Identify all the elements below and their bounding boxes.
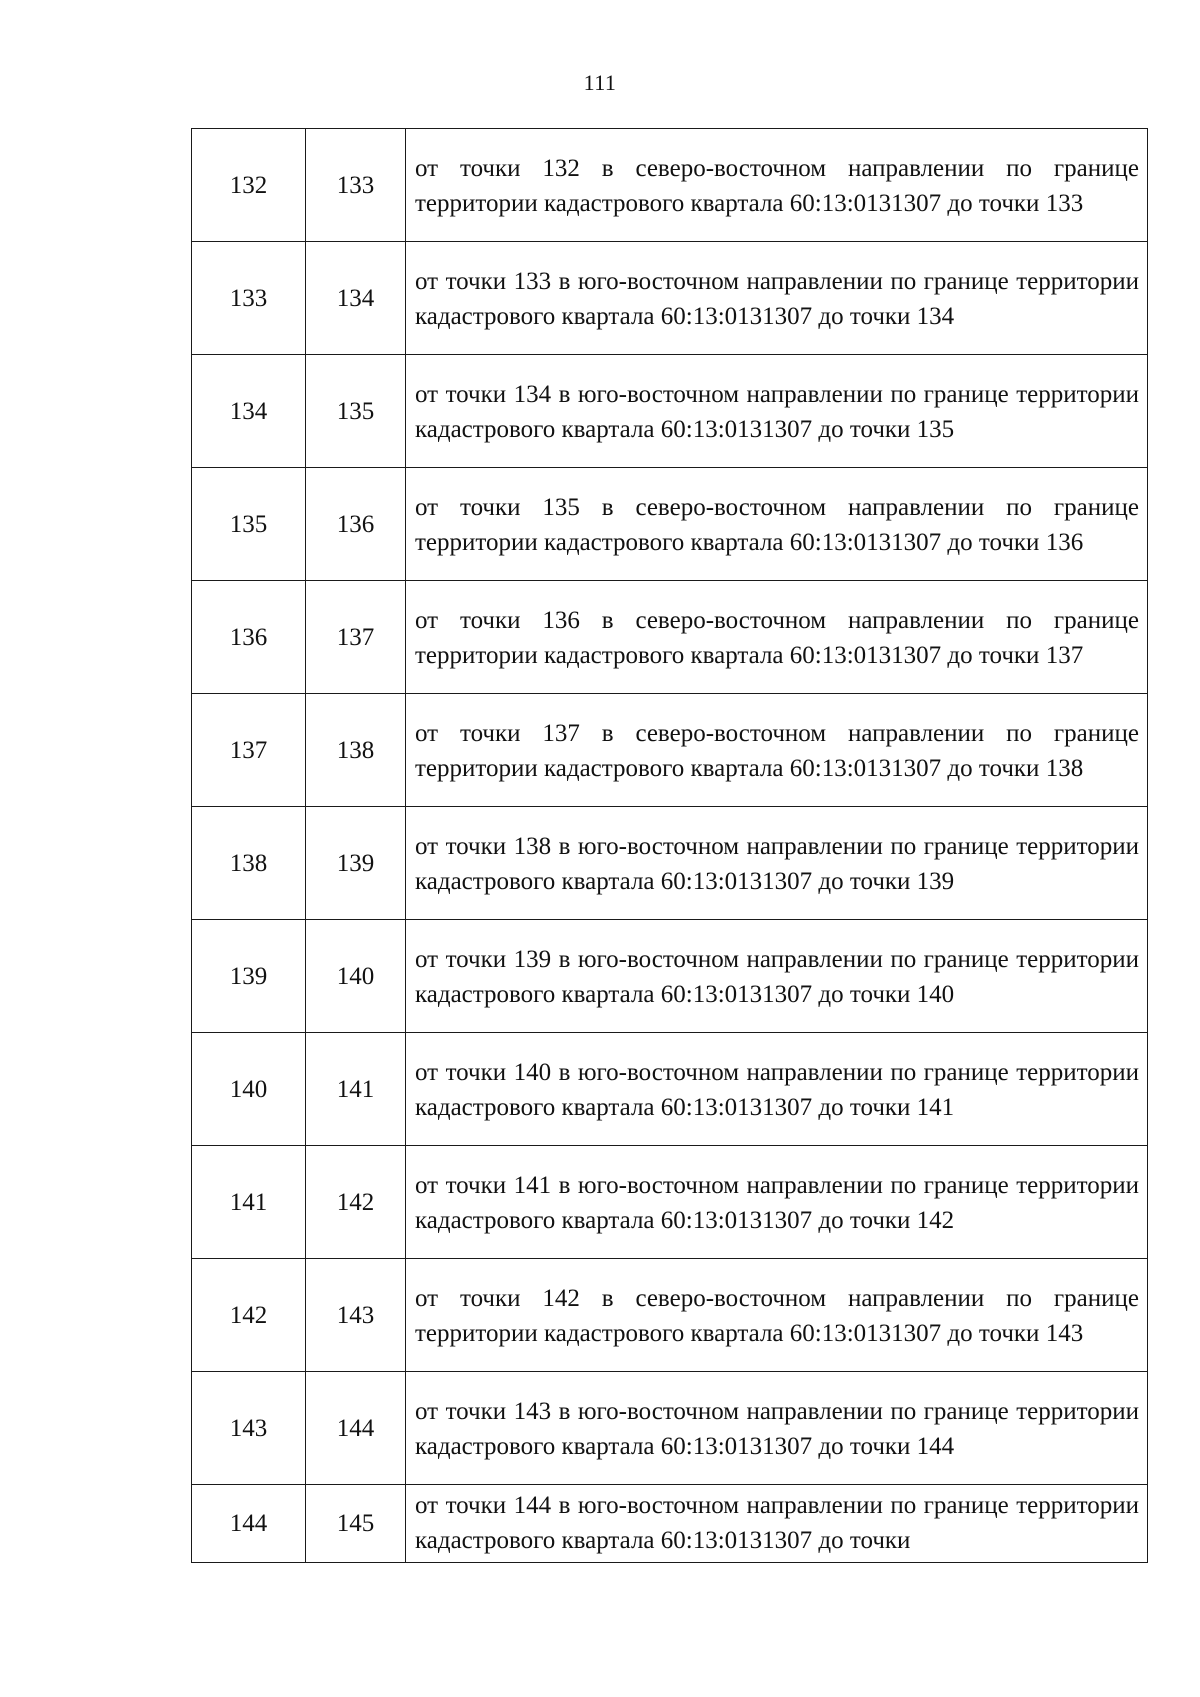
to-point-cell: 142 <box>306 1146 406 1259</box>
from-point-cell: 139 <box>192 920 306 1033</box>
from-point-cell: 140 <box>192 1033 306 1146</box>
from-point-cell: 132 <box>192 129 306 242</box>
to-point-cell: 135 <box>306 355 406 468</box>
table-row <box>192 694 1148 807</box>
from-point-cell: 142 <box>192 1259 306 1372</box>
segment-description-cell: от точки 133 в юго-восточном направлении по границе территории кадастрового квартала 60:13:0131307 до точки 134 <box>406 242 1148 355</box>
from-point-cell: 136 <box>192 581 306 694</box>
table-row <box>192 129 1148 242</box>
to-point-cell: 137 <box>306 581 406 694</box>
segment-description-cell: от точки 132 в северо-восточном направлении по границе территории кадастрового квартала 60:13:0131307 до точки 133 <box>406 129 1148 242</box>
segment-description-cell: от точки 144 в юго-восточном направлении по границе территории кадастрового квартала 60:13:0131307 до точки <box>406 1485 1148 1563</box>
to-point-cell: 139 <box>306 807 406 920</box>
table-row <box>192 807 1148 920</box>
from-point-cell: 133 <box>192 242 306 355</box>
table-row <box>192 242 1148 355</box>
from-point-cell: 138 <box>192 807 306 920</box>
segment-description-cell: от точки 143 в юго-восточном направлении по границе территории кадастрового квартала 60:13:0131307 до точки 144 <box>406 1372 1148 1485</box>
to-point-cell: 144 <box>306 1372 406 1485</box>
to-point-cell: 145 <box>306 1485 406 1563</box>
segment-description-cell: от точки 138 в юго-восточном направлении по границе территории кадастрового квартала 60:13:0131307 до точки 139 <box>406 807 1148 920</box>
table-row <box>192 920 1148 1033</box>
to-point-cell: 140 <box>306 920 406 1033</box>
table-row <box>192 1033 1148 1146</box>
segment-description-cell: от точки 135 в северо-восточном направлении по границе территории кадастрового квартала 60:13:0131307 до точки 136 <box>406 468 1148 581</box>
table-row <box>192 581 1148 694</box>
segment-description-cell: от точки 142 в северо-восточном направлении по границе территории кадастрового квартала 60:13:0131307 до точки 143 <box>406 1259 1148 1372</box>
from-point-cell: 143 <box>192 1372 306 1485</box>
boundary-description-table <box>191 128 1148 1563</box>
to-point-cell: 143 <box>306 1259 406 1372</box>
to-point-cell: 133 <box>306 129 406 242</box>
segment-description-cell: от точки 140 в юго-восточном направлении по границе территории кадастрового квартала 60:13:0131307 до точки 141 <box>406 1033 1148 1146</box>
page-number: 111 <box>583 70 617 95</box>
table-row <box>192 1372 1148 1485</box>
to-point-cell: 141 <box>306 1033 406 1146</box>
from-point-cell: 144 <box>192 1485 306 1563</box>
table-row <box>192 1485 1148 1563</box>
from-point-cell: 141 <box>192 1146 306 1259</box>
to-point-cell: 134 <box>306 242 406 355</box>
from-point-cell: 135 <box>192 468 306 581</box>
from-point-cell: 134 <box>192 355 306 468</box>
from-point-cell: 137 <box>192 694 306 807</box>
table-row <box>192 1259 1148 1372</box>
table-row <box>192 1146 1148 1259</box>
to-point-cell: 136 <box>306 468 406 581</box>
segment-description-cell: от точки 136 в северо-восточном направлении по границе территории кадастрового квартала 60:13:0131307 до точки 137 <box>406 581 1148 694</box>
segment-description-cell: от точки 134 в юго-восточном направлении по границе территории кадастрового квартала 60:13:0131307 до точки 135 <box>406 355 1148 468</box>
table-row <box>192 355 1148 468</box>
segment-description-cell: от точки 139 в юго-восточном направлении по границе территории кадастрового квартала 60:13:0131307 до точки 140 <box>406 920 1148 1033</box>
segment-description-cell: от точки 141 в юго-восточном направлении по границе территории кадастрового квартала 60:13:0131307 до точки 142 <box>406 1146 1148 1259</box>
to-point-cell: 138 <box>306 694 406 807</box>
table-body <box>192 129 1148 1563</box>
table-row <box>192 468 1148 581</box>
segment-description-cell: от точки 137 в северо-восточном направлении по границе территории кадастрового квартала 60:13:0131307 до точки 138 <box>406 694 1148 807</box>
